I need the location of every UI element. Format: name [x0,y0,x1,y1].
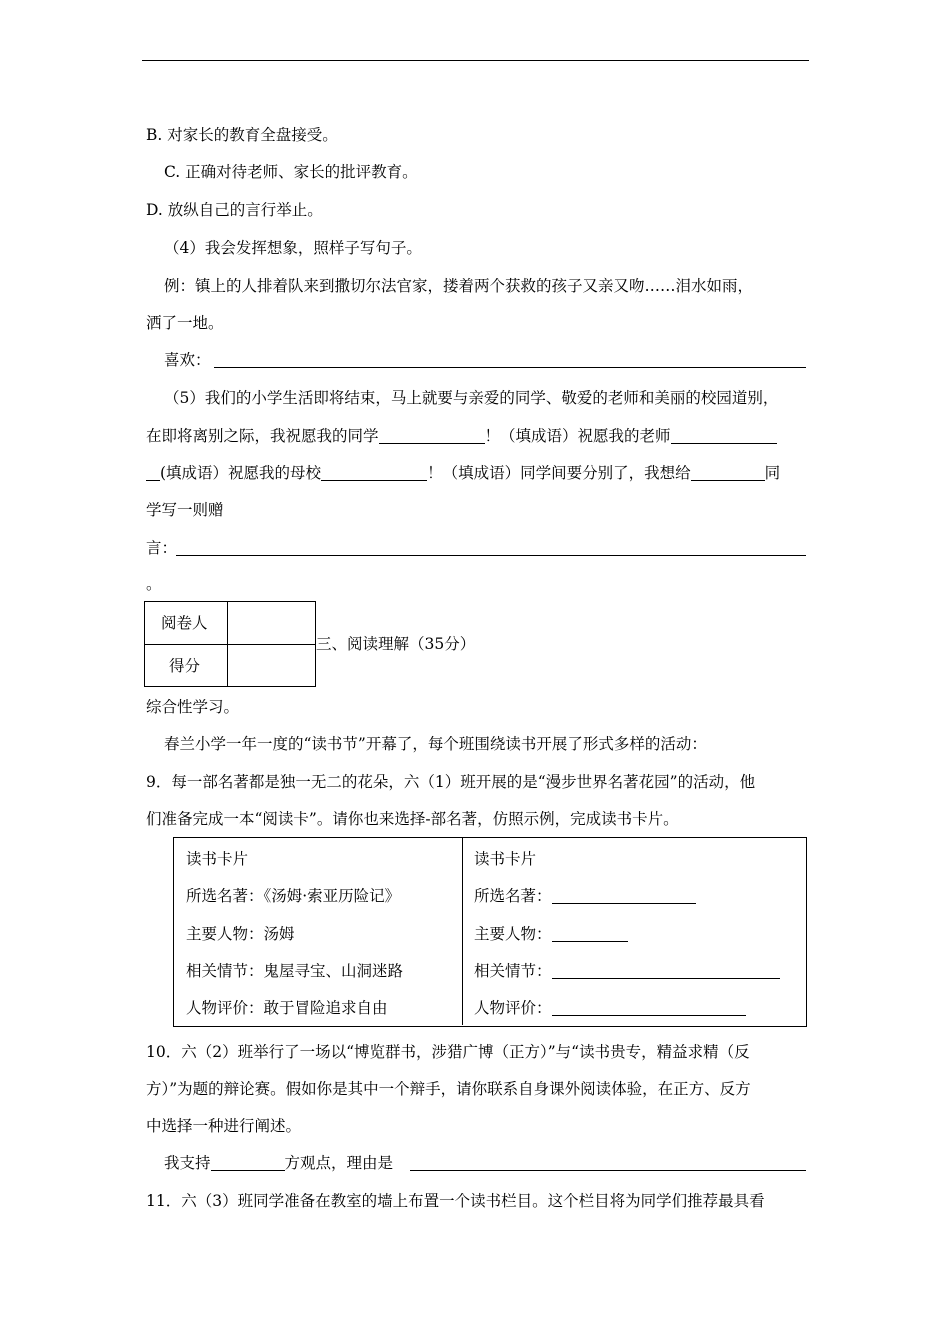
q5-line4: 学写一则赠 [146,501,224,519]
q5-line3-text-c: 同 [764,464,781,482]
q10-reason-line[interactable] [410,1170,806,1171]
q5-line1: （5）我们的小学生活即将结束，马上就要与亲爱的同学、敬爱的老师和美丽的校园道别， [164,389,779,407]
q5-classmate-blank[interactable] [379,427,485,444]
score-box-score: 得分 [169,657,201,675]
score-box-reviewer: 阅卷人 [161,614,208,632]
q4-example-line2: 洒了一地。 [146,314,224,332]
card-right-title: 读书卡片 [474,850,537,868]
q9-line1: 9．每一部名著都是独一无二的花朵，六（1）班开展的是“漫步世界名著花园”的活动，他 [146,773,756,791]
card-right-plot-blank[interactable] [552,962,780,979]
card-left-title: 读书卡片 [186,850,249,868]
section-subtitle: 综合性学习。 [146,698,240,716]
card-right-evaluation-label: 人物评价： [474,999,552,1017]
q10-answer-text-b: 方观点，理由是 [284,1154,394,1172]
card-right-book-label: 所选名著： [474,887,552,905]
q5-classmate-name-blank[interactable] [691,464,765,481]
q11-line1: 11．六（3）班同学准备在教室的墙上布置一个读书栏目。这个栏目将为同学们推荐最具看 [146,1192,765,1210]
q5-school-blank[interactable] [321,464,427,481]
card-right-book-blank[interactable] [552,887,696,904]
q10-side-blank[interactable] [211,1154,285,1171]
q5-line3-text-b: ！（填成语）同学间要分别了，我想给 [427,464,691,482]
reading-card-table [173,837,807,1027]
q5-end-mark: 。 [146,575,162,593]
card-right-book [474,886,696,906]
q5-line2-text-b: ！（填成语）祝愿我的老师 [484,427,671,445]
q4-answer-line[interactable] [214,367,806,368]
option-d: D. 放纵自己的言行举止。 [146,201,323,219]
section-intro: 春兰小学一年一度的“读书节”开幕了，每个班围绕读书开展了形式多样的活动： [164,735,707,753]
q5-line2-text-a: 在即将离别之际，我祝愿我的同学 [146,427,379,445]
header-rule [142,60,809,61]
card-right-plot [474,961,780,981]
card-right-plot-label: 相关情节： [474,962,552,980]
card-left-plot: 相关情节：鬼屋寻宝、山洞迷路 [186,962,404,980]
card-right-evaluation-blank[interactable] [552,999,746,1016]
card-right-character [474,924,628,944]
q5-line3-text-a: (填成语）祝愿我的母校 [160,464,322,482]
q4-example-line1: 例：镇上的人排着队来到撒切尔法官家，搂着两个获救的孩子又亲又吻……泪水如雨， [164,277,754,295]
card-left-evaluation: 人物评价：敢于冒险追求自由 [186,999,388,1017]
q5-teacher-blank-tail[interactable] [146,464,160,481]
q9-line2: 们准备完成一本“阅读卡”。请你也来选择-部名著，仿照示例，完成读书卡片。 [146,810,679,828]
q10-line1: 10．六（2）班举行了一场以“博览群书，涉猎广博（正方）”与“读书贵专，精益求精（反 [146,1043,750,1061]
section-title: 三、阅读理解（35分） [316,635,476,653]
q10-line3: 中选择一种进行阐述。 [146,1117,302,1135]
card-left-character: 主要人物：汤姆 [186,925,295,943]
q5-gift-line[interactable] [176,555,806,556]
option-b: B. 对家长的教育全盘接受。 [146,126,338,144]
card-divider [462,838,463,1025]
q10-answer-text-a: 我支持 [164,1154,211,1172]
q4-answer-label: 喜欢： [164,351,211,369]
score-box [144,601,316,687]
q5-gift-label: 言： [146,539,178,557]
card-left-book: 所选名著：《汤姆·索亚历险记》 [186,887,401,905]
option-c: C. 正确对待老师、家长的批评教育。 [164,163,418,181]
q5-line2 [146,426,777,446]
card-right-character-label: 主要人物： [474,925,552,943]
q5-line3 [146,463,780,483]
score-box-divider-h [145,644,315,645]
q4-prompt: （4）我会发挥想象，照样子写句子。 [164,239,422,257]
card-right-character-blank[interactable] [552,925,628,942]
q5-teacher-blank[interactable] [671,427,777,444]
q10-line2: 方）”为题的辩论赛。假如你是其中一个辩手，请你联系自身课外阅读体验，在正方、反方 [146,1080,751,1098]
q10-answer [164,1153,393,1173]
card-right-evaluation [474,998,746,1018]
